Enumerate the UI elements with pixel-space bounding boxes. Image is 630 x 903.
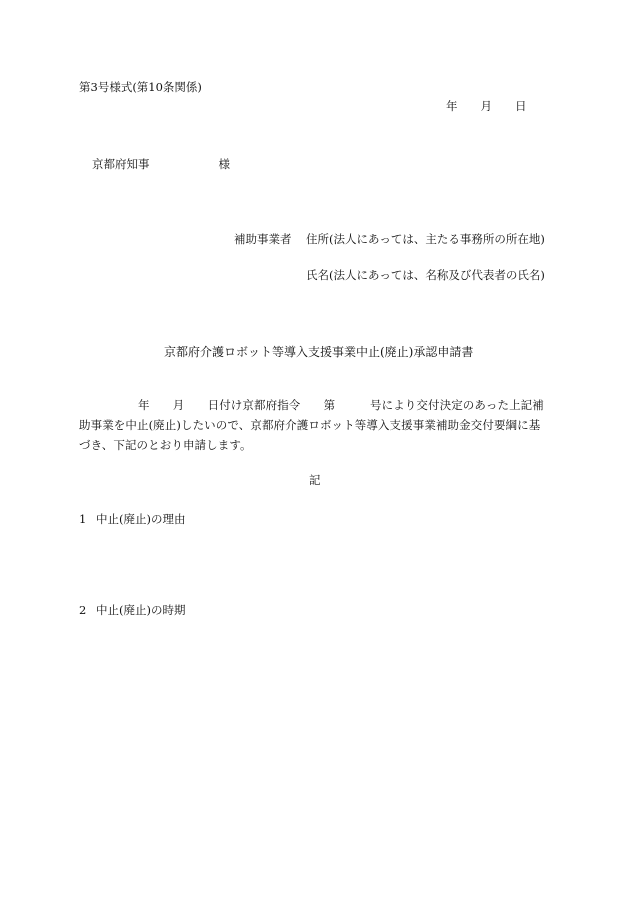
- applicant-address-label: 住所(法人にあっては、主たる事務所の所在地): [306, 232, 545, 246]
- ki-heading: 記: [309, 473, 321, 487]
- date-line: 年 月 日: [446, 99, 527, 113]
- document-title: 京都府介護ロボット等導入支援事業中止(廃止)承認申請書: [164, 345, 474, 359]
- addressee: 京都府知事 様: [92, 157, 230, 171]
- applicant-name-label: 氏名(法人にあっては、名称及び代表者の氏名): [306, 268, 545, 282]
- applicant-role: 補助事業者: [234, 232, 292, 246]
- item-1-label: 中止(廃止)の理由: [96, 512, 186, 526]
- item-1-number: 1: [79, 512, 87, 526]
- form-number: 第3号様式(第10条関係): [79, 80, 202, 94]
- body-line-3: づき、下記のとおり申請します。: [79, 438, 252, 452]
- item-2-number: 2: [79, 603, 87, 617]
- body-line-2: 助事業を中止(廃止)したいので、京都府介護ロボット等導入支援事業補助金交付要綱に基: [79, 418, 541, 432]
- item-2-label: 中止(廃止)の時期: [96, 603, 186, 617]
- body-line-1: 年 月 日付け京都府指令 第 号により交付決定のあった上記補: [138, 398, 544, 412]
